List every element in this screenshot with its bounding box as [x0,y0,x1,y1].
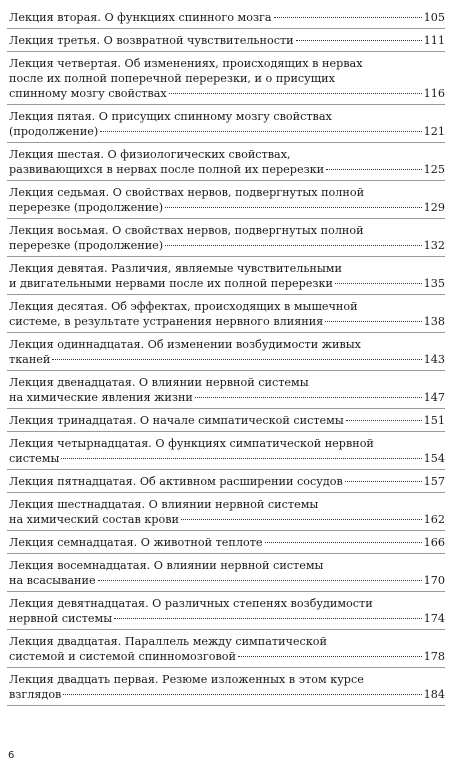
toc-entry-title-line: Лекция восьмая. О свойствах нервов, подвергнутых полной [9,224,364,237]
toc-entry-title-line: системы [9,452,60,465]
toc-entry-title-line: (продолжение) [9,125,99,138]
toc-entry-line [9,238,445,253]
toc-entry-title-line: тканей [9,353,51,366]
toc-entry-page-number: 178 [423,650,445,663]
toc-entry-title-line: Лекция восемнадцатая. О влиянии нервной системы [9,559,324,572]
toc-entry-page-number: 166 [423,536,445,549]
toc-entry [7,105,445,143]
dot-leader [98,580,422,581]
dot-leader [265,542,422,543]
dot-leader [195,397,422,398]
toc-entry-title-line: и двигательными нервами после их полной перерезки [9,277,333,290]
toc-entry [7,295,445,333]
toc-entry-title-line: системой и системой спинномозговой [9,650,236,663]
toc-entry-title-line: Лекция четырнадцатая. О функциях симпатической нервной [9,437,374,450]
toc-entry-line [9,200,445,215]
toc-entry-title-line: развивающихся в нервах после полной их перерезки [9,163,325,176]
toc-entry-title-line: на химические явления жизни [9,391,193,404]
toc-entry [7,6,445,29]
dot-leader [181,519,422,520]
dot-leader [169,93,422,94]
toc-entry [7,52,445,105]
table-of-contents [7,6,445,706]
toc-entry-title-line: перерезке (продолжение) [9,201,164,214]
toc-entry-line [9,596,445,611]
toc-entry [7,29,445,52]
toc-entry-title-line: Лекция четвертая. Об изменениях, происходящих в нервах [9,57,363,70]
toc-entry [7,432,445,470]
toc-entry-title-line: Лекция девятая. Различия, являемые чувствительными [9,262,342,275]
toc-entry-page-number: 105 [423,11,445,24]
toc-entry-title-line: Лекция шестнадцатая. О влиянии нервной системы [9,498,319,511]
toc-entry [7,554,445,592]
toc-entry-line [9,611,445,626]
toc-entry [7,592,445,630]
dot-leader [325,321,421,322]
toc-entry-title-line: взглядов [9,688,62,701]
dot-leader [238,656,422,657]
toc-entry-title-line: Лекция девятнадцатая. О различных степенях возбудимости [9,597,373,610]
toc-entry-line [9,535,445,550]
toc-entry-title-line: перерезке (продолжение) [9,239,164,252]
toc-entry-line [9,71,445,86]
dot-leader [296,40,422,41]
toc-entry-line [9,436,445,451]
toc-entry-title-line: Лекция третья. О возвратной чувствительности [9,34,294,47]
dot-leader [345,481,422,482]
toc-entry-title-line: Лекция двадцатая. Параллель между симпатической [9,635,328,648]
toc-entry-title-line: Лекция одиннадцатая. Об изменении возбудимости живых [9,338,361,351]
dot-leader [61,458,421,459]
toc-entry [7,630,445,668]
toc-entry-line [9,109,445,124]
toc-entry-line [9,497,445,512]
toc-entry-title-line: Лекция десятая. Об эффектах, происходящих в мышечной [9,300,358,313]
toc-entry-line [9,649,445,664]
toc-entry-page-number: 170 [423,574,445,587]
toc-entry-page-number: 143 [423,353,445,366]
toc-entry-page-number: 151 [423,414,445,427]
dot-leader [63,694,421,695]
toc-entry-line [9,162,445,177]
toc-entry-line [9,33,445,48]
toc-entry-line [9,451,445,466]
toc-entry [7,493,445,531]
toc-entry [7,668,445,706]
dot-leader [335,283,422,284]
toc-entry-title-line: на всасывание [9,574,96,587]
toc-entry-line [9,413,445,428]
toc-entry-line [9,56,445,71]
toc-entry-line [9,299,445,314]
toc-entry [7,181,445,219]
toc-entry-page-number: 157 [423,475,445,488]
toc-entry-page-number: 125 [423,163,445,176]
page-number: 6 [8,750,15,761]
dot-leader [346,420,422,421]
toc-entry-page-number: 121 [423,125,445,138]
dot-leader [326,169,422,170]
toc-entry-line [9,375,445,390]
toc-entry-line [9,352,445,367]
dot-leader [165,207,421,208]
toc-entry-line [9,687,445,702]
toc-entry-line [9,86,445,101]
toc-entry-line [9,185,445,200]
toc-entry-page-number: 129 [423,201,445,214]
toc-entry [7,257,445,295]
toc-entry-line [9,337,445,352]
toc-entry-line [9,634,445,649]
toc-entry-line [9,390,445,405]
dot-leader [52,359,421,360]
toc-entry-page-number: 174 [423,612,445,625]
toc-entry-title-line: системе, в результате устранения нервного влияния [9,315,324,328]
toc-entry-page-number: 162 [423,513,445,526]
toc-entry-page-number: 135 [423,277,445,290]
toc-entry-line [9,512,445,527]
toc-entry-page-number: 154 [423,452,445,465]
toc-entry-line [9,261,445,276]
toc-entry-line [9,474,445,489]
toc-entry-page-number: 116 [423,87,445,100]
toc-entry-page-number: 184 [423,688,445,701]
toc-entry [7,470,445,493]
toc-entry-title-line: после их полной поперечной перерезки, и о присущих [9,72,335,85]
toc-entry-title-line: спинному мозгу свойствах [9,87,167,100]
toc-entry-line [9,573,445,588]
toc-entry-line [9,147,445,162]
toc-entry-page-number: 111 [423,34,445,47]
toc-entry-title-line: Лекция вторая. О функциях спинного мозга [9,11,272,24]
toc-entry-title-line: Лекция двенадцатая. О влиянии нервной системы [9,376,309,389]
toc-entry-title-line: Лекция шестая. О физиологических свойствах, [9,148,291,161]
toc-entry-line [9,124,445,139]
toc-entry-line [9,223,445,238]
toc-entry-line [9,672,445,687]
toc-entry [7,531,445,554]
toc-entry-page-number: 132 [423,239,445,252]
toc-entry [7,143,445,181]
toc-entry-page-number: 138 [423,315,445,328]
dot-leader [114,618,421,619]
toc-entry-line [9,314,445,329]
dot-leader [274,17,422,18]
toc-entry-line [9,10,445,25]
toc-entry-line [9,276,445,291]
toc-entry-title-line: Лекция семнадцатая. О животной теплоте [9,536,263,549]
toc-entry-title-line: Лекция тринадцатая. О начале симпатической системы [9,414,344,427]
toc-entry-title-line: Лекция седьмая. О свойствах нервов, подвергнутых полной [9,186,365,199]
toc-entry-title-line: Лекция пятнадцатая. Об активном расширении сосудов [9,475,343,488]
toc-entry [7,409,445,432]
toc-entry-title-line: Лекция двадцать первая. Резюме изложенных в этом курсе [9,673,364,686]
toc-entry-title-line: Лекция пятая. О присущих спинному мозгу свойствах [9,110,332,123]
dot-leader [100,131,421,132]
dot-leader [165,245,421,246]
toc-entry-title-line: на химический состав крови [9,513,179,526]
toc-entry-page-number: 147 [423,391,445,404]
toc-entry [7,333,445,371]
toc-entry [7,219,445,257]
toc-entry-line [9,558,445,573]
toc-entry-title-line: нервной системы [9,612,113,625]
toc-entry [7,371,445,409]
